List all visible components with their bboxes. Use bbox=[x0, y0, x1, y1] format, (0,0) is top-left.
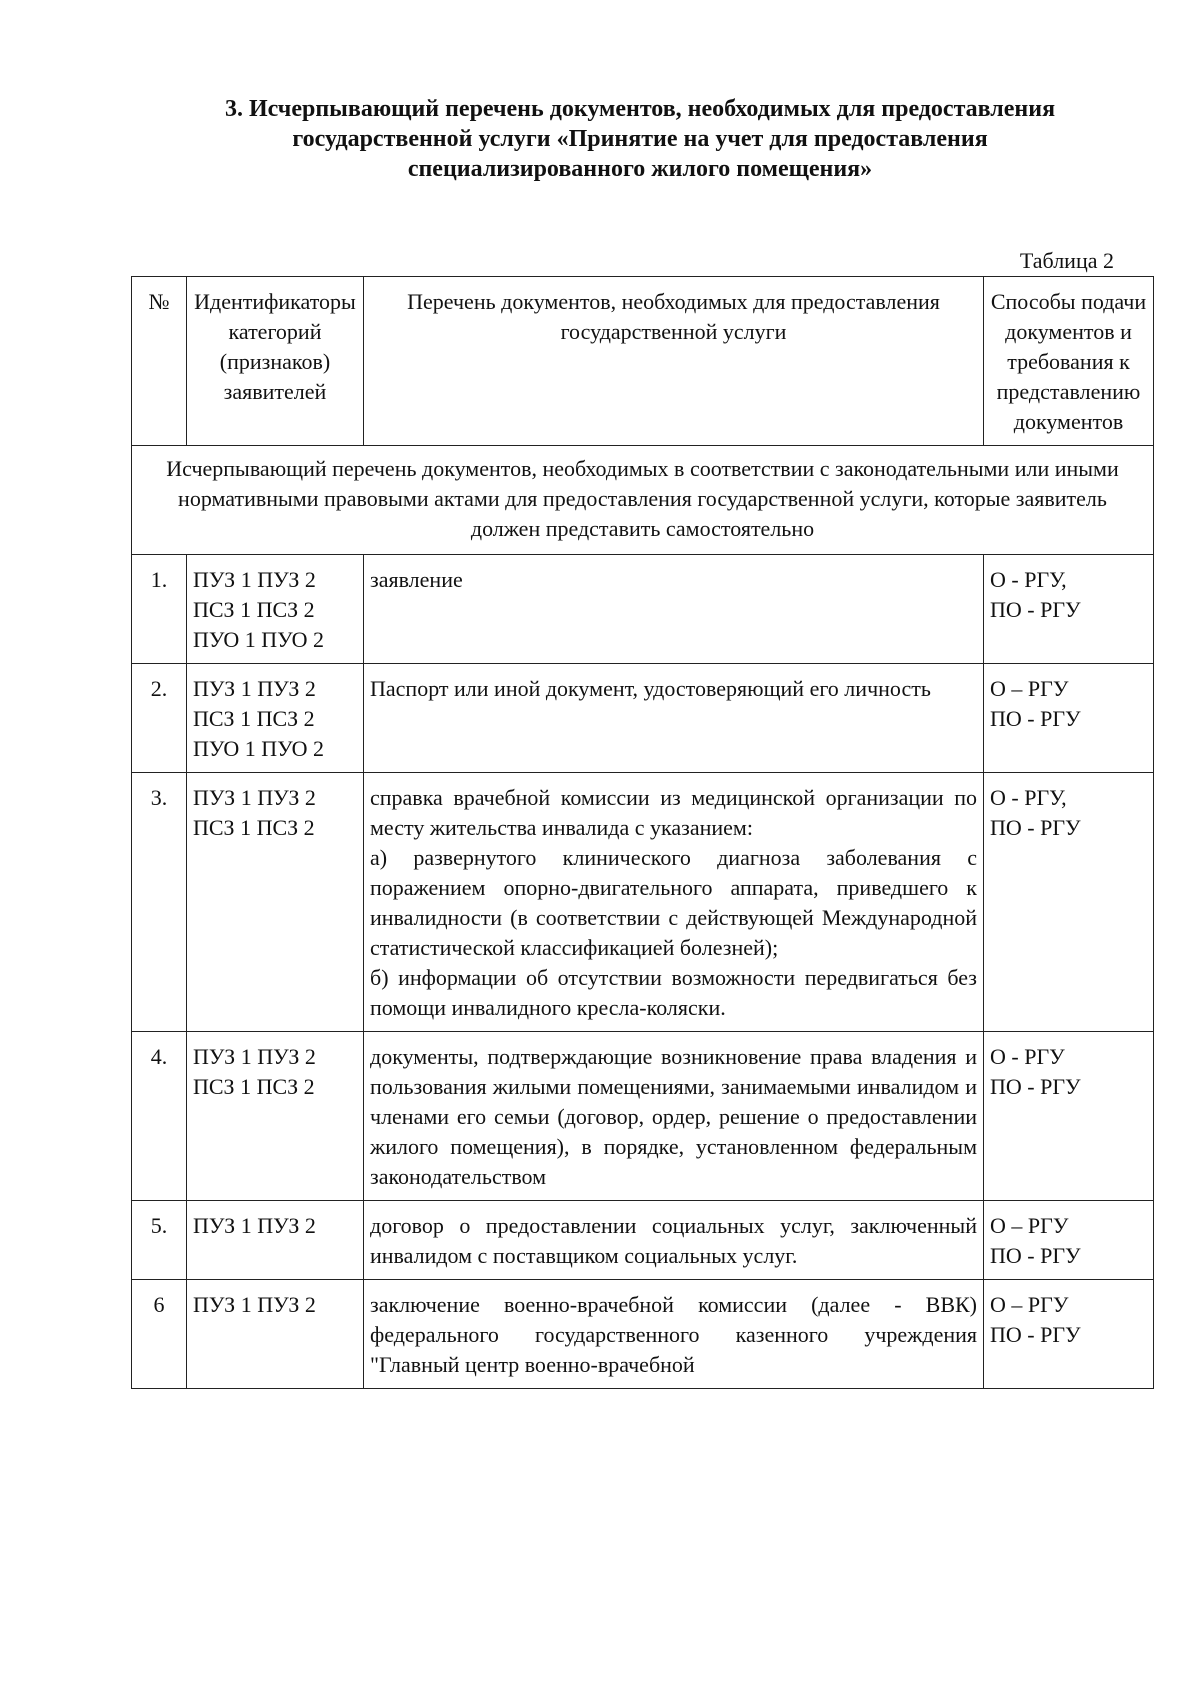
row-document: заявление bbox=[364, 555, 984, 664]
row-document: Паспорт или иной документ, удостоверяющий его личность bbox=[364, 664, 984, 773]
row-ways: О - РГУ, ПО - РГУ bbox=[984, 773, 1154, 1032]
section-title-cell: Исчерпывающий перечень документов, необходимых в соответствии с законодательными или иными нормативными правовыми актами для предоставления государственной услуги, которые заявитель должен представить самостоятельно bbox=[132, 446, 1154, 555]
row-ways: О - РГУ, ПО - РГУ bbox=[984, 555, 1154, 664]
row-number: 1. bbox=[132, 555, 187, 664]
row-number: 2. bbox=[132, 664, 187, 773]
section-row bbox=[132, 446, 1154, 555]
row-ids: ПУЗ 1 ПУЗ 2 bbox=[187, 1280, 364, 1389]
row-ids: ПУЗ 1 ПУЗ 2 ПСЗ 1 ПСЗ 2 ПУО 1 ПУО 2 bbox=[187, 664, 364, 773]
row-ways: О – РГУ ПО - РГУ bbox=[984, 1201, 1154, 1280]
row-document: заключение военно-врачебной комиссии (далее - ВВК) федерального государственного казенного учреждения "Главный центр военно-врачебной bbox=[364, 1280, 984, 1389]
row-number: 4. bbox=[132, 1032, 187, 1201]
table-row bbox=[132, 1032, 1154, 1201]
header-docs: Перечень документов, необходимых для предоставления государственной услуги bbox=[364, 277, 984, 446]
row-document: документы, подтверждающие возникновение права владения и пользования жилыми помещениями, занимаемыми инвалидом и членами его семьи (договор, ордер, решение о предоставлении жилого помещения), в порядке, установленном федеральным законодательством bbox=[364, 1032, 984, 1201]
row-number: 6 bbox=[132, 1280, 187, 1389]
header-num: № bbox=[132, 277, 187, 446]
row-ids: ПУЗ 1 ПУЗ 2 ПСЗ 1 ПСЗ 2 ПУО 1 ПУО 2 bbox=[187, 555, 364, 664]
row-document: справка врачебной комиссии из медицинской организации по месту жительства инвалида с указанием: а) развернутого клинического диагноза заболевания с поражением опорно-двигательного аппарата, приведшего к инвалидности (в соответствии с действующей Международной статистической классификацией болезней); б) информации об отсутствии возможности передвигаться без помощи инвалидного кресла-коляски. bbox=[364, 773, 984, 1032]
heading-line-1: 3. Исчерпывающий перечень документов, необходимых для предоставления bbox=[224, 96, 1056, 122]
row-document: договор о предоставлении социальных услуг, заключенный инвалидом с поставщиком социальных услуг. bbox=[364, 1201, 984, 1280]
documents-table bbox=[131, 276, 1154, 1389]
row-number: 5. bbox=[132, 1201, 187, 1280]
section-heading bbox=[150, 94, 1130, 184]
row-ways: О – РГУ ПО - РГУ bbox=[984, 664, 1154, 773]
row-ids: ПУЗ 1 ПУЗ 2 ПСЗ 1 ПСЗ 2 bbox=[187, 1032, 364, 1201]
table-row bbox=[132, 1280, 1154, 1389]
table-label: Таблица 2 bbox=[1019, 248, 1114, 273]
row-ways: О - РГУ ПО - РГУ bbox=[984, 1032, 1154, 1201]
table-row bbox=[132, 773, 1154, 1032]
header-ids: Идентификаторы категорий (признаков) заявителей bbox=[187, 277, 364, 446]
header-ways: Способы подачи документов и требования к представлению документов bbox=[984, 277, 1154, 446]
table-header-row bbox=[132, 277, 1154, 446]
heading-line-2: государственной услуги «Принятие на учет для предоставления bbox=[292, 126, 988, 152]
table-row bbox=[132, 664, 1154, 773]
table-row bbox=[132, 1201, 1154, 1280]
row-number: 3. bbox=[132, 773, 187, 1032]
row-ways: О – РГУ ПО - РГУ bbox=[984, 1280, 1154, 1389]
table-row bbox=[132, 555, 1154, 664]
row-ids: ПУЗ 1 ПУЗ 2 ПСЗ 1 ПСЗ 2 bbox=[187, 773, 364, 1032]
heading-line-3: специализированного жилого помещения» bbox=[407, 156, 873, 182]
row-ids: ПУЗ 1 ПУЗ 2 bbox=[187, 1201, 364, 1280]
